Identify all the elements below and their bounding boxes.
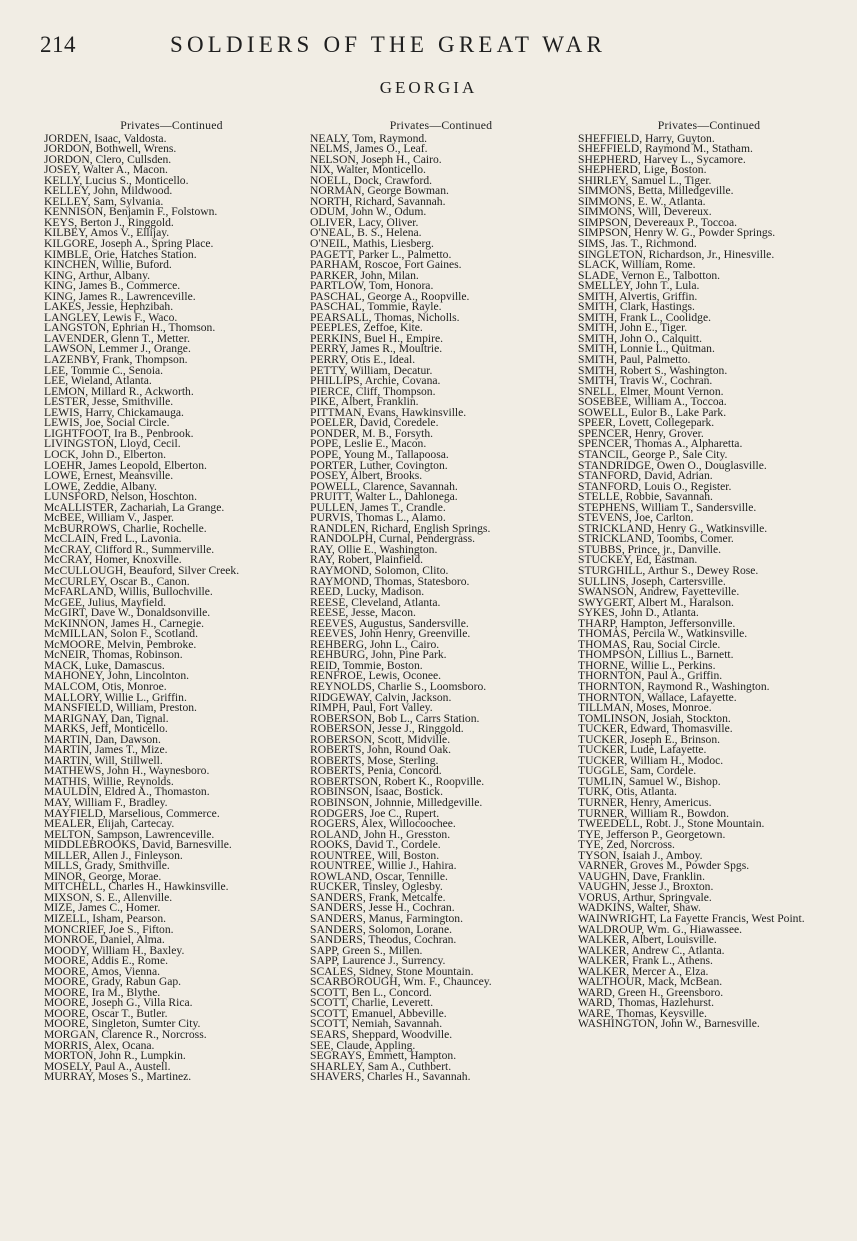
soldier-entry: McCRAY, Homer, Knoxville. <box>44 553 182 567</box>
soldier-entry: REED, Lucky, Madison. <box>310 585 425 599</box>
soldier-entry: RODGERS, Joe C., Rupert. <box>310 806 440 820</box>
soldier-entry: KING, James R., Lawrenceville. <box>44 289 196 303</box>
soldier-entry: THARP, Hampton, Jeffersonville. <box>578 616 736 630</box>
soldier-entry: SIMS, Jas. T., Richmond. <box>578 237 697 251</box>
soldier-entry: SCALES, Sidney, Stone Mountain. <box>310 964 474 978</box>
soldier-entry: MOORE, Singleton, Sumter City. <box>44 1017 201 1031</box>
soldier-entry: McCULLOUGH, Beauford, Silver Creek. <box>44 563 240 577</box>
soldier-entry: PULLEN, James T., Crandle. <box>310 500 446 514</box>
soldier-entry: MAULDIN, Eldred A., Thomaston. <box>44 785 210 799</box>
soldier-entry: PERRY, Otis E., Ideal. <box>310 353 416 367</box>
soldier-entry: PITTMAN, Evans, Hawkinsville. <box>310 405 467 419</box>
soldier-entry: McFARLAND, Willis, Bullochville. <box>44 585 213 599</box>
soldier-entry: STANCIL, George P., Sale City. <box>578 447 728 461</box>
soldier-entry: SMELLEY, John T., Lula. <box>578 279 700 293</box>
soldier-entry: SANDERS, Manus, Farmington. <box>310 912 463 926</box>
soldier-entry: NOELL, Dock, Crawford. <box>310 173 433 187</box>
soldier-entry: LAVENDER, Glenn T., Metter. <box>44 331 190 345</box>
soldier-entry: ROBERTS, Mose, Sterling. <box>310 753 439 767</box>
soldier-entry: TURNER, William R., Bowdon. <box>578 806 730 820</box>
soldier-entry: PRUITT, Walter L., Dahlonega. <box>310 490 458 504</box>
soldier-entry: SOWELL, Eulor B., Lake Park. <box>578 405 727 419</box>
soldier-entry: MITCHELL, Charles H., Hawkinsville. <box>44 880 229 894</box>
soldier-entry: McKINNON, James H., Carnegie. <box>44 616 205 630</box>
soldier-entry: SCOTT, Ben L., Concord. <box>310 985 432 999</box>
soldier-entry: LEWIS, Harry, Chickamauga. <box>44 405 184 419</box>
soldier-entry: LUNSFORD, Nelson, Hoschton. <box>44 490 197 504</box>
soldier-entry: KELLEY, Sam, Sylvania. <box>44 194 164 208</box>
soldier-entry: WALTHOUR, Mack, McBean. <box>578 975 723 989</box>
soldier-entry: STEVENS, Joe, Carlton. <box>578 511 694 525</box>
soldier-entry: MORRIS, Alex, Ocana. <box>44 1038 155 1052</box>
soldier-entry: RENFROE, Lewis, Oconee. <box>310 669 442 683</box>
soldier-entry: ROBERSON, Jesse J., Ringgold. <box>310 722 464 736</box>
soldier-entry: THORNTON, Wallace, Lafayette. <box>578 690 737 704</box>
soldier-entry: TILLMAN, Moses, Monroe. <box>578 701 712 715</box>
soldier-entry: THOMAS, Percila W., Watkinsville. <box>578 627 748 641</box>
soldier-entry: KILBEY, Amos V., Ellijay. <box>44 226 170 240</box>
soldier-entry: ROBERTS, John, Round Oak. <box>310 743 452 757</box>
soldier-entry: SAPP, Green S., Millen. <box>310 943 423 957</box>
soldier-entry: MOORE, Oscar T., Butler. <box>44 1006 168 1020</box>
entry-list <box>310 131 572 1084</box>
soldier-entry: THORNTON, Paul A., Griffin. <box>578 669 723 683</box>
soldier-entry: RANDLEN, Richard, English Springs. <box>310 521 491 535</box>
entry-list <box>44 131 299 1084</box>
soldier-entry: TUMLIN, Samuel W., Bishop. <box>578 774 721 788</box>
soldier-entry: VARNER, Groves M., Powder Spgs. <box>578 859 750 873</box>
soldier-entry: TUCKER, Lude, Lafayette. <box>578 743 707 757</box>
soldier-entry: SMITH, Robert S., Washington. <box>578 363 728 377</box>
soldier-entry: PEEPLES, Zeffoe, Kite. <box>310 321 423 335</box>
soldier-entry: SMITH, Travis W., Cochran. <box>578 374 713 388</box>
soldier-entry: ROUNTREE, Willie J., Hahira. <box>310 859 457 873</box>
soldier-entry: REESE, Cleveland, Atlanta. <box>310 595 441 609</box>
soldier-entry: ROBERSON, Bob L., Carrs Station. <box>310 711 480 725</box>
soldier-entry: MURRAY, Moses S., Martinez. <box>44 1070 192 1084</box>
soldier-entry: TUCKER, William H., Modoc. <box>578 753 724 767</box>
soldier-entry: MAHONEY, John, Lincolnton. <box>44 669 190 683</box>
soldier-entry: PERKINS, Buel H., Empire. <box>310 331 443 345</box>
soldier-entry: REEVES, Augustus, Sandersville. <box>310 616 469 630</box>
soldier-entry: MIZE, James C., Homer. <box>44 901 161 915</box>
soldier-entry: ROBERTSON, Robert K., Roopville. <box>310 774 485 788</box>
soldier-entry: ROOKS, David T., Cordele. <box>310 838 441 852</box>
soldier-entry: VORUS, Arthur, Springvale. <box>578 890 712 904</box>
soldier-entry: TYE, Jefferson P., Georgetown. <box>578 827 726 841</box>
soldier-entry: SHIRLEY, Samuel L., Tiger. <box>578 173 712 187</box>
soldier-entry: THOMAS, Rau, Social Circle. <box>578 637 721 651</box>
soldier-entry: SHEPHERD, Lige, Boston. <box>578 163 707 177</box>
soldier-entry: LEE, Wieland, Atlanta. <box>44 374 152 388</box>
soldier-entry: NIX, Walter, Monticello. <box>310 163 426 177</box>
soldier-entry: NEALY, Tom, Raymond. <box>310 131 428 145</box>
soldier-entry: SIMMONS, Will, Devereux. <box>578 205 712 219</box>
soldier-entry: SHARLEY, Sam A., Cuthbert. <box>310 1059 452 1073</box>
soldier-entry: LAWSON, Lemmer J., Orange. <box>44 342 191 356</box>
soldier-entry: MORTON, John R., Lumpkin. <box>44 1049 186 1063</box>
soldier-entry: SCARBOROUGH, Wm. F., Chauncey. <box>310 975 492 989</box>
soldier-entry: MALLORY, Willie L., Griffin. <box>44 690 187 704</box>
soldier-entry: PASCHAL, Tommie, Rayle. <box>310 300 442 314</box>
soldier-entry: O'NEAL, B. S., Helena. <box>310 226 422 240</box>
soldier-entry: STRICKLAND, Henry G., Watkinsville. <box>578 521 768 535</box>
soldier-entry: SLADE, Vernon E., Talbotton. <box>578 268 721 282</box>
soldier-entry: MAYFIELD, Marselious, Commerce. <box>44 806 220 820</box>
soldier-entry: TUCKER, Joseph E., Brinson. <box>578 732 721 746</box>
soldier-entry: McNEIR, Thomas, Robinson. <box>44 648 183 662</box>
soldier-entry: PARHAM, Roscoe, Fort Gaines. <box>310 258 462 272</box>
soldier-entry: PEARSALL, Thomas, Nicholls. <box>310 310 460 324</box>
soldier-entry: TOMLINSON, Josiah, Stockton. <box>578 711 731 725</box>
soldier-entry: SWYGERT, Albert M., Haralson. <box>578 595 734 609</box>
soldier-entry: SHAVERS, Charles H., Savannah. <box>310 1070 471 1084</box>
soldier-entry: SIMMONS, Betta, Milledgeville. <box>578 184 734 198</box>
soldier-entry: MIZELL, Isham, Pearson. <box>44 912 167 926</box>
soldier-entry: WASHINGTON, John W., Barnesville. <box>578 1017 760 1031</box>
soldier-entry: SEARS, Sheppard, Woodville. <box>310 1028 453 1042</box>
soldier-entry: TURK, Otis, Atlanta. <box>578 785 677 799</box>
soldier-entry: SANDERS, Frank, Metcalfe. <box>310 890 446 904</box>
soldier-entry: POWELL, Clarence, Savannah. <box>310 479 458 493</box>
soldier-entry: PORTER, Luther, Covington. <box>310 458 448 472</box>
soldier-entry: WALKER, Mercer A., Elza. <box>578 964 709 978</box>
column-1 <box>44 120 299 1083</box>
soldier-entry: LEWIS, Joe, Social Circle. <box>44 416 170 430</box>
soldier-entry: THOMPSON, Lillius L., Barnett. <box>578 648 734 662</box>
soldier-entry: SMITH, Paul, Palmetto. <box>578 353 691 367</box>
soldier-entry: TUGGLE, Sam, Cordele. <box>578 764 697 778</box>
soldier-entry: MELTON, Sampson, Lawrenceville. <box>44 827 215 841</box>
soldier-entry: STANDRIDGE, Owen O., Douglasville. <box>578 458 767 472</box>
soldier-entry: MORGAN, Clarence R., Norcross. <box>44 1028 207 1042</box>
soldier-entry: SMITH, Lonnie L., Quitman. <box>578 342 715 356</box>
soldier-entry: OLIVER, Lacy, Oliver. <box>310 215 419 229</box>
soldier-entry: SHEFFIELD, Harry, Guyton. <box>578 131 715 145</box>
soldier-entry: STELLE, Robbie, Savannah. <box>578 490 713 504</box>
soldier-entry: O'NEIL, Mathis, Liesberg. <box>310 237 434 251</box>
page-number: 214 <box>40 32 76 57</box>
soldier-entry: REEVES, John Henry, Greenville. <box>310 627 471 641</box>
soldier-entry: MEALER, Elijah, Cartecay. <box>44 817 175 831</box>
soldier-entry: WALKER, Frank L., Athens. <box>578 954 713 968</box>
soldier-entry: JORDON, Clero, Cullsden. <box>44 152 172 166</box>
soldier-entry: KING, James B., Commerce. <box>44 279 181 293</box>
soldier-entry: SANDERS, Theodus, Cochran. <box>310 933 457 947</box>
soldier-entry: STEPHENS, William T., Sandersville. <box>578 500 757 514</box>
soldier-entry: NELMS, James O., Leaf. <box>310 142 428 156</box>
soldier-entry: VAUGHN, Jesse J., Broxton. <box>578 880 714 894</box>
soldier-entry: ROBERSON, Scott, Midville. <box>310 732 451 746</box>
soldier-entry: JORDEN, Isaac, Valdosta. <box>44 131 167 145</box>
soldier-entry: MOORE, Grady, Rabun Gap. <box>44 975 182 989</box>
soldier-entry: NORTH, Richard, Savannah. <box>310 194 446 208</box>
soldier-entry: KELLEY, John, Mildwood. <box>44 184 173 198</box>
soldier-entry: MATHIS, Willie, Reynolds. <box>44 774 174 788</box>
soldier-entry: TUCKER, Edward, Thomasville. <box>578 722 733 736</box>
soldier-entry: MILLS, Grady, Smithville. <box>44 859 170 873</box>
soldier-entry: MAY, William F., Bradley. <box>44 796 168 809</box>
soldier-entry: TYE, Zed, Norcross. <box>578 838 675 852</box>
soldier-entry: ROLAND, John H., Gresston. <box>310 827 451 841</box>
soldier-entry: POELER, David, Coredele. <box>310 416 439 430</box>
soldier-entry: WALDROUP, Wm. G., Hiawassee. <box>578 922 743 936</box>
soldier-entry: SANDERS, Solomon, Lorane. <box>310 922 453 936</box>
soldier-entry: STANFORD, Louis O., Register. <box>578 479 732 493</box>
soldier-entry: KILGORE, Joseph A., Spring Place. <box>44 237 214 251</box>
soldier-entry: MARTIN, James T., Mize. <box>44 743 168 757</box>
soldier-entry: WARE, Thomas, Keysville. <box>578 1006 707 1020</box>
soldier-entry: PIKE, Albert, Franklin. <box>310 395 419 409</box>
soldier-entry: JOSEY, Walter A., Macon. <box>44 163 168 177</box>
soldier-entry: KING, Arthur, Albany. <box>44 268 151 282</box>
soldier-entry: PIERCE, Cliff, Thompson. <box>310 384 436 398</box>
column-heading: Privates—Continued <box>389 118 493 132</box>
soldier-entry: WARD, Green H., Greensboro. <box>578 985 724 999</box>
soldier-entry: MOORE, Ira M., Blythe. <box>44 985 161 999</box>
soldier-entry: MONCRIEF, Joe S., Fifton. <box>44 922 174 936</box>
soldier-entry: SIMMONS, E. W., Atlanta. <box>578 194 706 208</box>
soldier-entry: POSEY, Albert, Brooks. <box>310 469 423 483</box>
soldier-entry: LIGHTFOOT, Ira B., Penbrook. <box>44 426 194 440</box>
soldier-entry: LANGLEY, Lewis F., Waco. <box>44 310 178 324</box>
soldier-entry: SULLINS, Joseph, Cartersville. <box>578 574 726 588</box>
soldier-entry: SINGLETON, Richardson, Jr., Hinesville. <box>578 247 775 261</box>
soldier-entry: MANSFIELD, William, Preston. <box>44 701 197 715</box>
soldier-entry: REHBURG, John, Pine Park. <box>310 648 447 662</box>
soldier-entry: SLACK, William, Rome. <box>578 258 696 272</box>
soldier-entry: LAKES, Jessie, Hephzibah. <box>44 300 174 314</box>
soldier-entry: McMOORE, Melvin, Pembroke. <box>44 637 197 651</box>
soldier-entry: JORDON, Bothwell, Wrens. <box>44 142 177 156</box>
soldier-entry: SPENCER, Henry, Grover. <box>578 426 704 440</box>
soldier-entry: SCOTT, Nemiah, Savannah. <box>310 1017 443 1031</box>
soldier-entry: WAINWRIGHT, La Fayette Francis, West Point. <box>578 912 805 926</box>
soldier-entry: SMITH, Frank L., Coolidge. <box>578 310 711 324</box>
soldier-entry: SANDERS, Jesse H., Cochran. <box>310 901 455 915</box>
soldier-entry: SHEFFIELD, Raymond M., Statham. <box>578 142 753 156</box>
soldier-entry: PURVIS, Thomas L., Alamo. <box>310 511 446 525</box>
soldier-entry: RUCKER, Tinsley, Oglesby. <box>310 880 443 894</box>
soldier-entry: TYSON, Isaiah J., Amboy. <box>578 848 703 862</box>
soldier-entry: PERRY, James R., Moultrie. <box>310 342 443 356</box>
soldier-entry: RAYMOND, Thomas, Statesboro. <box>310 574 470 588</box>
soldier-entry: KEYS, Berton J., Ringgold. <box>44 215 174 229</box>
soldier-entry: TWEEDELL, Robt. J., Stone Mountain. <box>578 817 765 831</box>
soldier-entry: STANFORD, David, Adrian. <box>578 469 713 483</box>
soldier-entry: MARKS, Jeff, Monticello. <box>44 722 168 736</box>
soldier-entry: RIDGEWAY, Calvin, Jackson. <box>310 690 452 704</box>
soldier-entry: PARTLOW, Tom, Honora. <box>310 279 434 293</box>
column-heading: Privates—Continued <box>657 118 761 132</box>
soldier-entry: SIMPSON, Devereaux P., Toccoa. <box>578 215 738 229</box>
soldier-entry: McCRAY, Clifford R., Summerville. <box>44 542 215 556</box>
soldier-entry: MOORE, Addis E., Rome. <box>44 954 168 968</box>
soldier-entry: ROGERS, Alex, Willocoochee. <box>310 817 456 831</box>
soldier-entry: PETTY, William, Decatur. <box>310 363 433 377</box>
soldier-entry: SMITH, Alvertis, Griffin. <box>578 289 698 303</box>
soldier-entry: REYNOLDS, Charlie S., Loomsboro. <box>310 679 487 693</box>
state-heading: GEORGIA <box>379 78 478 97</box>
soldier-entry: SEE, Claude, Appling. <box>310 1038 416 1052</box>
soldier-entry: LOWE, Ernest, Meansville. <box>44 469 174 483</box>
page-header <box>40 32 817 62</box>
soldier-entry: WALKER, Albert, Louisville. <box>578 933 717 947</box>
soldier-entry: ROBINSON, Johnnie, Milledgeville. <box>310 796 483 809</box>
soldier-entry: MALCOM, Otis, Monroe. <box>44 679 167 693</box>
soldier-entry: SMITH, John E., Tiger. <box>578 321 688 335</box>
soldier-entry: SIMPSON, Henry W. G., Powder Springs. <box>578 226 776 240</box>
soldier-entry: McBURROWS, Charlie, Rochelle. <box>44 521 207 535</box>
soldier-entry: MOSELY, Paul A., Austell. <box>44 1059 171 1073</box>
soldier-entry: PONDER, M. B., Forsyth. <box>310 426 434 440</box>
soldier-entry: LEE, Tommie C., Senoia. <box>44 363 164 377</box>
soldier-entry: RAY, Ollie E., Washington. <box>310 542 438 556</box>
soldier-entry: PHILLIPS, Archie, Covana. <box>310 374 441 388</box>
soldier-entry: POPE, Leslie E., Macon. <box>310 437 427 451</box>
soldier-entry: SOSEBEE, William A., Toccoa. <box>578 395 727 409</box>
soldier-entry: MILLER, Allen J., Finleyson. <box>44 848 183 862</box>
soldier-entry: SYKES, John D., Atlanta. <box>578 606 699 620</box>
soldier-entry: REHBERG, John L., Cairo. <box>310 637 440 651</box>
soldier-entry: ROBERTS, Penia, Concord. <box>310 764 442 778</box>
soldier-entry: LEMON, Millard R., Ackworth. <box>44 384 194 398</box>
column-2 <box>310 120 572 1083</box>
soldier-entry: STUBBS, Prince, jr., Danville. <box>578 542 721 556</box>
soldier-entry: REID, Tommie, Boston. <box>310 658 423 672</box>
book-title: SOLDIERS OF THE GREAT WAR <box>170 32 606 57</box>
soldier-entry: STRICKLAND, Toombs, Comer. <box>578 532 734 546</box>
column-3 <box>578 120 840 1030</box>
soldier-entry: POPE, Young M., Tallapoosa. <box>310 447 449 461</box>
soldier-entry: MACK, Luke, Damascus. <box>44 658 165 672</box>
soldier-entry: McBEE, William V., Jasper. <box>44 511 174 525</box>
soldier-entry: LAZENBY, Frank, Thompson. <box>44 353 188 367</box>
soldier-entry: McALLISTER, Zachariah, La Grange. <box>44 500 225 514</box>
soldier-entry: SWANSON, Andrew, Fayetteville. <box>578 585 740 599</box>
soldier-entry: MARTIN, Dan, Dawson. <box>44 732 161 746</box>
soldier-entry: PARKER, John, Milan. <box>310 268 419 282</box>
soldier-entry: PASCHAL, George A., Roopville. <box>310 289 470 303</box>
soldier-entry: RANDOLPH, Curnal, Pendergrass. <box>310 532 475 546</box>
soldier-entry: MARTIN, Will, Stillwell. <box>44 753 163 767</box>
soldier-entry: LOCK, John D., Elberton. <box>44 447 167 461</box>
soldier-entry: SPENCER, Thomas A., Alpharetta. <box>578 437 743 451</box>
soldier-entry: MIXSON, S. E., Allenville. <box>44 890 173 904</box>
soldier-entry: KIMBLE, Orie, Hatches Station. <box>44 247 197 261</box>
soldier-entry: ODUM, John W., Odum. <box>310 205 427 219</box>
soldier-entry: SNELL, Elmer, Mount Vernon. <box>578 384 724 398</box>
soldier-entry: SMITH, Clark, Hastings. <box>578 300 695 314</box>
soldier-entry: MONROE, Daniel, Alma. <box>44 933 165 947</box>
soldier-entry: MIDDLEBROOKS, David, Barnesville. <box>44 838 232 852</box>
soldier-entry: SHEPHERD, Harvey L., Sycamore. <box>578 152 746 166</box>
soldier-entry: MATHEWS, John H., Waynesboro. <box>44 764 210 778</box>
soldier-entry: WADKINS, Walter, Shaw. <box>578 901 701 915</box>
soldier-entry: STUCKEY, Ed, Eastman. <box>578 553 698 567</box>
soldier-entry: WARD, Thomas, Hazlehurst. <box>578 996 714 1010</box>
soldier-entry: KELLY, Lucius S., Monticello. <box>44 173 189 187</box>
soldier-entry: MINOR, George, Morae. <box>44 869 162 883</box>
soldier-entry: MOORE, Joseph G., Villa Rica. <box>44 996 193 1010</box>
soldier-entry: LESTER, Jesse, Smithville. <box>44 395 174 409</box>
soldier-entry: McGIRT, Dave W., Donaldsonville. <box>44 606 211 620</box>
soldier-entry: McCURLEY, Oscar B., Canon. <box>44 574 190 588</box>
soldier-entry: WALKER, Andrew C., Atlanta. <box>578 943 725 957</box>
soldier-entry: SCOTT, Charlie, Leverett. <box>310 996 434 1010</box>
soldier-entry: LOEHR, James Leopold, Elberton. <box>44 458 207 472</box>
soldier-entry: SCOTT, Emanuel, Abbeville. <box>310 1006 447 1020</box>
soldier-entry: ROWLAND, Oscar, Tennille. <box>310 869 448 883</box>
soldier-entry: TURNER, Henry, Americus. <box>578 796 712 809</box>
soldier-entry: LOWE, Zeddie, Albany. <box>44 479 157 493</box>
soldier-entry: PAGETT, Parker L., Palmetto. <box>310 247 452 261</box>
soldier-entry: VAUGHN, Dave, Franklin. <box>578 869 705 883</box>
soldier-entry: THORNE, Willie L., Perkins. <box>578 658 716 672</box>
soldier-entry: STURGHILL, Arthur S., Dewey Rose. <box>578 563 759 577</box>
soldier-entry: ROUNTREE, Will, Boston. <box>310 848 440 862</box>
soldier-entry: REESE, Jesse, Macon. <box>310 606 416 620</box>
soldier-entry: RAY, Robert, Plainfield. <box>310 553 424 567</box>
soldier-entry: RAYMOND, Solomon, Clito. <box>310 563 449 577</box>
soldier-entry: KENNISON, Benjamin F., Folstown. <box>44 205 218 219</box>
soldier-entry: KINCHEN, Willie, Buford. <box>44 258 172 272</box>
soldier-entry: SEGRAYS, Emmett, Hampton. <box>310 1049 457 1063</box>
soldier-entry: McMILLAN, Solon F., Scotland. <box>44 627 198 641</box>
soldier-entry: MOODY, William H., Baxley. <box>44 943 185 957</box>
soldier-entry: McCLAIN, Fred L., Lavonia. <box>44 532 182 546</box>
soldier-entry: SAPP, Laurence J., Surrency. <box>310 954 446 968</box>
soldier-entry: ROBINSON, Isaac, Bostick. <box>310 785 443 799</box>
soldier-entry: NELSON, Joseph H., Cairo. <box>310 152 442 166</box>
soldier-entry: SPEER, Lovett, Collegepark. <box>578 416 715 430</box>
soldier-entry: MOORE, Amos, Vienna. <box>44 964 160 978</box>
soldier-entry: RIMPH, Paul, Fort Valley. <box>310 701 433 715</box>
soldier-entry: McGEE, Julius, Mayfield. <box>44 595 167 609</box>
soldier-entry: LIVINGSTON, Lloyd, Cecil. <box>44 437 181 451</box>
soldier-entry: NORMAN, George Bowman. <box>310 184 449 198</box>
entry-list <box>578 131 840 1031</box>
column-heading: Privates—Continued <box>120 118 223 132</box>
soldier-entry: MARIGNAY, Dan, Tignal. <box>44 711 169 725</box>
soldier-entry: THORNTON, Raymond R., Washington. <box>578 679 770 693</box>
soldier-entry: SMITH, John O., Calquitt. <box>578 331 702 345</box>
soldier-entry: LANGSTON, Ephrian H., Thomson. <box>44 321 216 335</box>
